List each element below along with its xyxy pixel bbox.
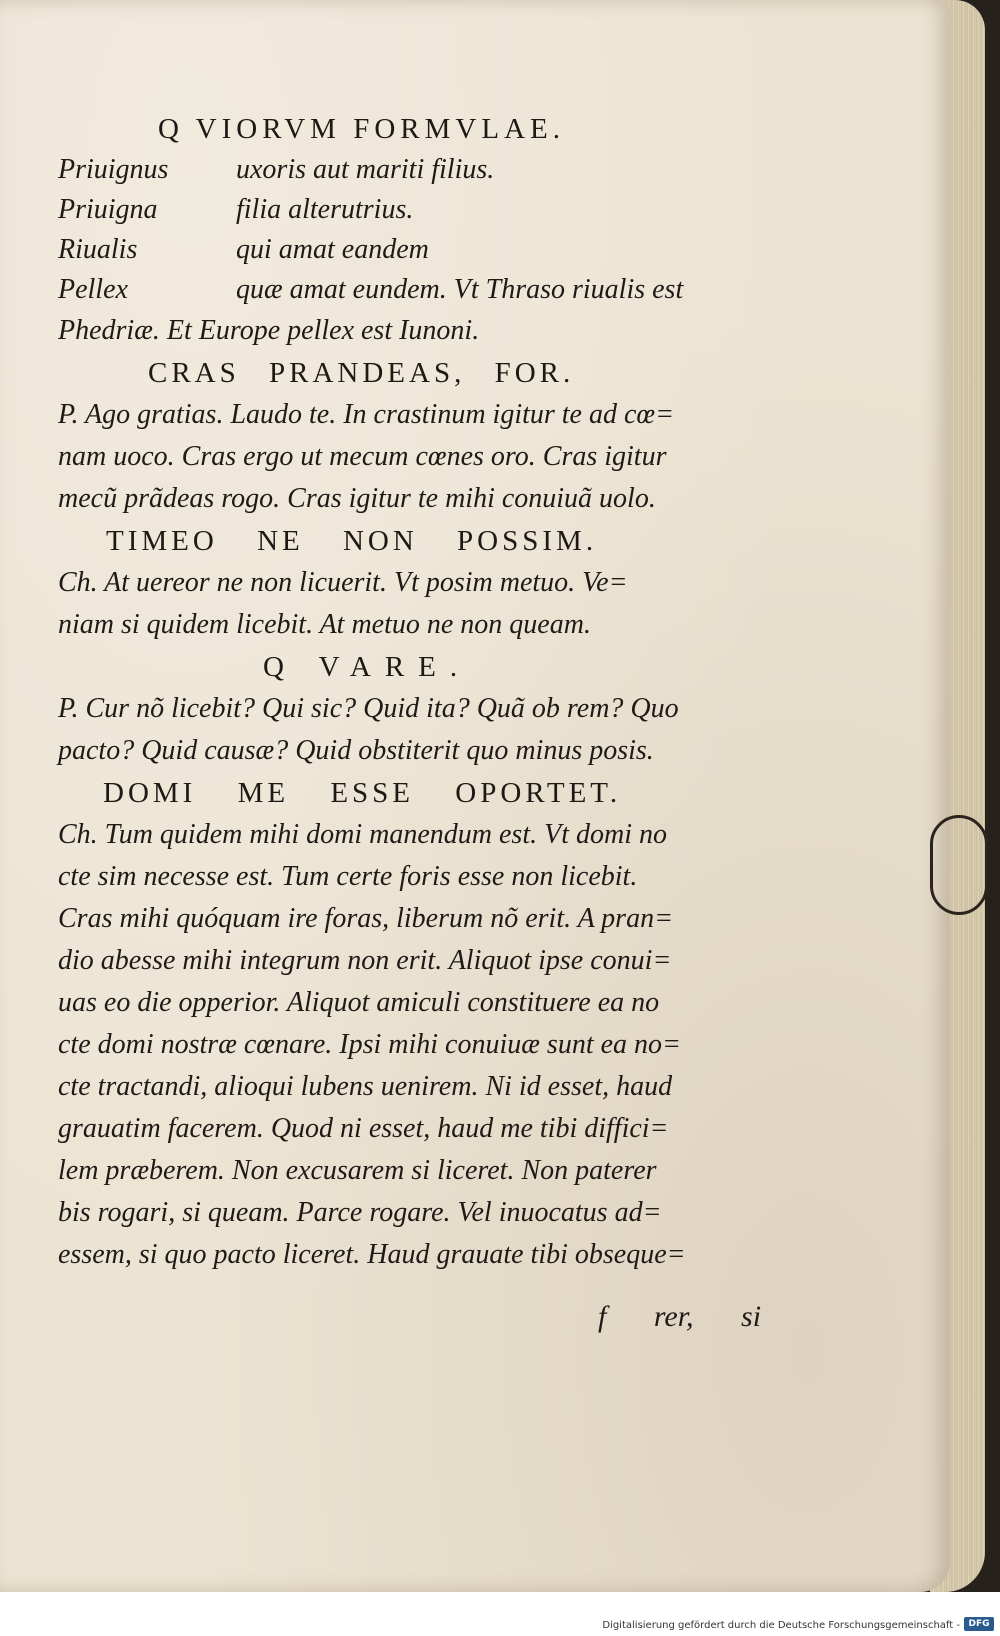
glossary-row (58, 150, 738, 190)
glossary-row (58, 270, 738, 310)
section-heading-cras-prandeas: CRAS PRANDEAS, FOR. (148, 357, 575, 389)
text-line: Ch. At uereor ne non licuerit. Vt posim metuo. Ve= (58, 567, 628, 598)
glossary-term: Priuignus (58, 154, 169, 185)
text-line: dio abesse mihi integrum non erit. Aliquot ipse conui= (58, 945, 672, 976)
text-line: mecũ prãdeas rogo. Cras igitur te mihi conuiuã uolo. (58, 483, 656, 514)
text-line: P. Ago gratias. Laudo te. In crastinum igitur te ad cœ= (58, 399, 674, 430)
glossary-definition: filia alterutrius. (236, 194, 414, 225)
text-line: pacto? Quid causæ? Quid obstiterit quo minus posis. (58, 735, 654, 766)
glossary-term: Riualis (58, 234, 138, 265)
text-line: nam uoco. Cras ergo ut mecum cœnes oro. Cras igitur (58, 441, 667, 472)
text-line: bis rogari, si queam. Parce rogare. Vel inuocatus ad= (58, 1197, 662, 1228)
dfg-logo: DFG (964, 1617, 994, 1631)
glossary-definition: quæ amat eundem. Vt Thraso riualis est (236, 274, 684, 305)
glossary-row (58, 190, 738, 230)
glossary-definition: qui amat eandem (236, 234, 429, 265)
section-heading-formulae: Q VIORVM FORMVLAE. (158, 113, 565, 145)
text-line: lem præberem. Non excusarem si liceret. Non paterer (58, 1155, 657, 1186)
text-line: Cras mihi quóquam ire foras, liberum nõ erit. A pran= (58, 903, 673, 934)
glossary-continuation: Phedriæ. Et Europe pellex est Iunoni. (58, 315, 480, 346)
text-line: essem, si quo pacto liceret. Haud grauate tibi obseque= (58, 1239, 686, 1270)
section-heading-quare: Q VARE. (263, 651, 472, 683)
text-line: Ch. Tum quidem mihi domi manendum est. Vt domi no (58, 819, 667, 850)
text-line: cte sim necesse est. Tum certe foris esse non licebit. (58, 861, 638, 892)
catchword: f rer, si (598, 1300, 762, 1333)
text-line: cte domi nostræ cœnare. Ipsi mihi conuiuæ sunt ea no= (58, 1029, 681, 1060)
glossary-term: Priuigna (58, 194, 158, 225)
section-heading-domi: DOMI ME ESSE OPORTET. (103, 777, 622, 809)
text-line: cte tractandi, alioqui lubens uenirem. Ni id esset, haud (58, 1071, 673, 1102)
text-line: grauatim facerem. Quod ni esset, haud me tibi diffici= (58, 1113, 669, 1144)
glossary-row (58, 230, 738, 270)
page-text (58, 108, 738, 1276)
glossary-term: Pellex (58, 274, 128, 305)
text-line: P. Cur nõ licebit? Qui sic? Quid ita? Quã ob rem? Quo (58, 693, 679, 724)
footer-credit: Digitalisierung gefördert durch die Deutsche Forschungsgemeinschaft - (602, 1620, 960, 1631)
text-line: uas eo die opperior. Aliquot amiculi constituere ea no (58, 987, 660, 1018)
section-heading-timeo: TIMEO NE NON POSSIM. (106, 525, 598, 557)
page-tab-marker (930, 815, 988, 915)
glossary-definition: uxoris aut mariti filius. (236, 154, 495, 185)
text-line: niam si quidem licebit. At metuo ne non queam. (58, 609, 591, 640)
